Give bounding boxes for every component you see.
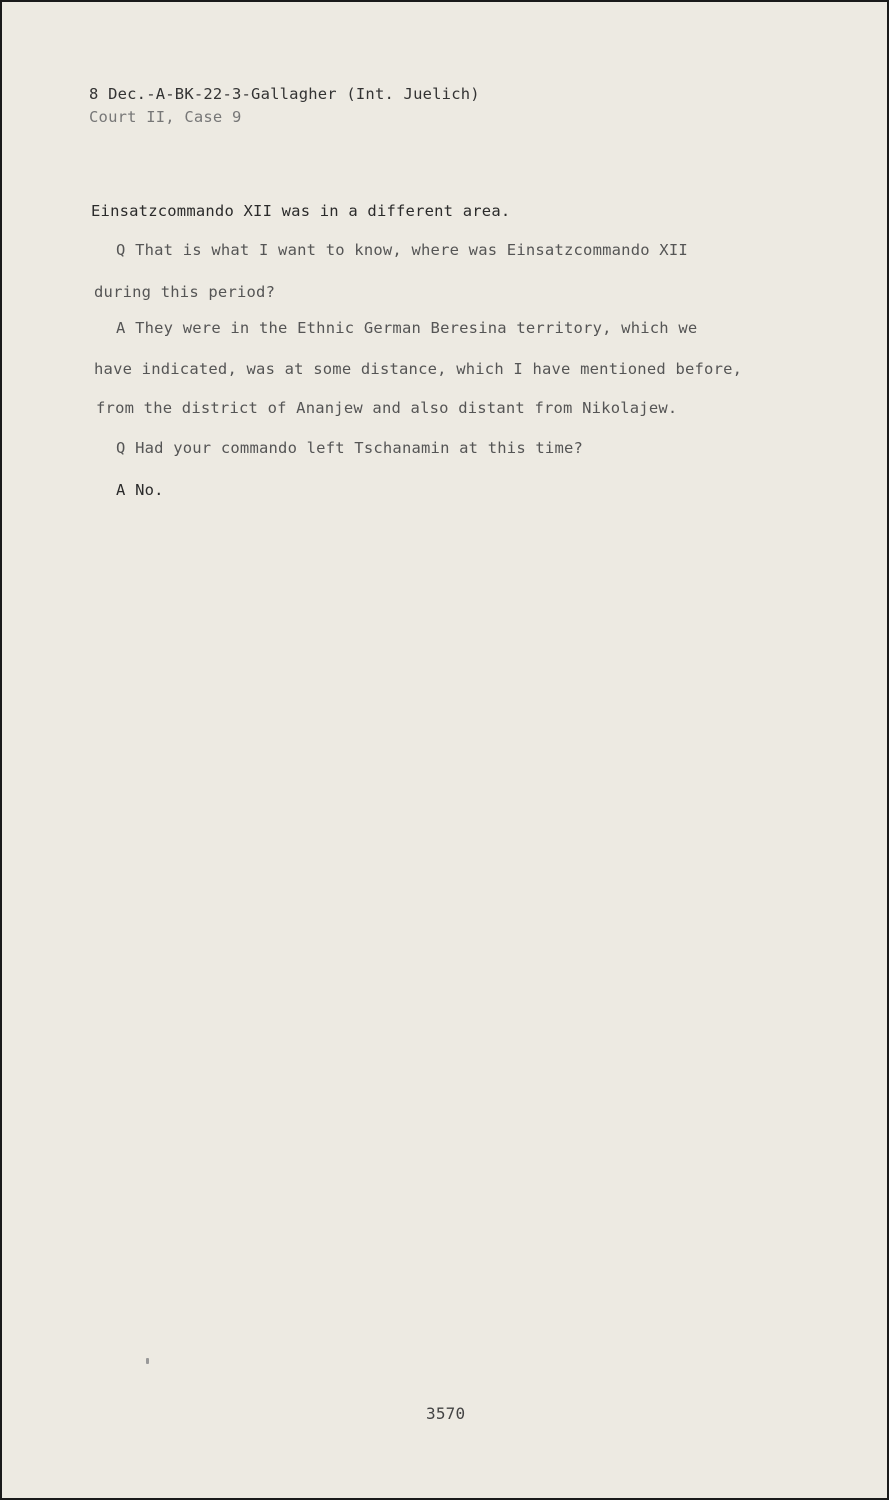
transcript-question: Q That is what I want to know, where was Einsatzcommando XII — [116, 241, 688, 259]
transcript-question: Q Had your commando left Tschanamin at this time? — [116, 439, 584, 457]
page-number: 3570 — [426, 1404, 466, 1423]
transcript-line: from the district of Ananjew and also distant from Nikolajew. — [96, 399, 678, 417]
transcript-answer: A They were in the Ethnic German Beresina territory, which we — [116, 319, 698, 337]
transcript-line: have indicated, was at some distance, which I have mentioned before, — [94, 360, 743, 378]
document-header-court: Court II, Case 9 — [89, 108, 242, 126]
transcript-line: during this period? — [94, 283, 276, 301]
paper-speck — [146, 1358, 149, 1364]
transcript-line: Einsatzcommando XII was in a different area. — [91, 202, 511, 220]
document-header-id: 8 Dec.-A-BK-22-3-Gallagher (Int. Juelich) — [89, 85, 480, 103]
document-page — [2, 2, 887, 1498]
transcript-answer: A No. — [116, 481, 164, 499]
